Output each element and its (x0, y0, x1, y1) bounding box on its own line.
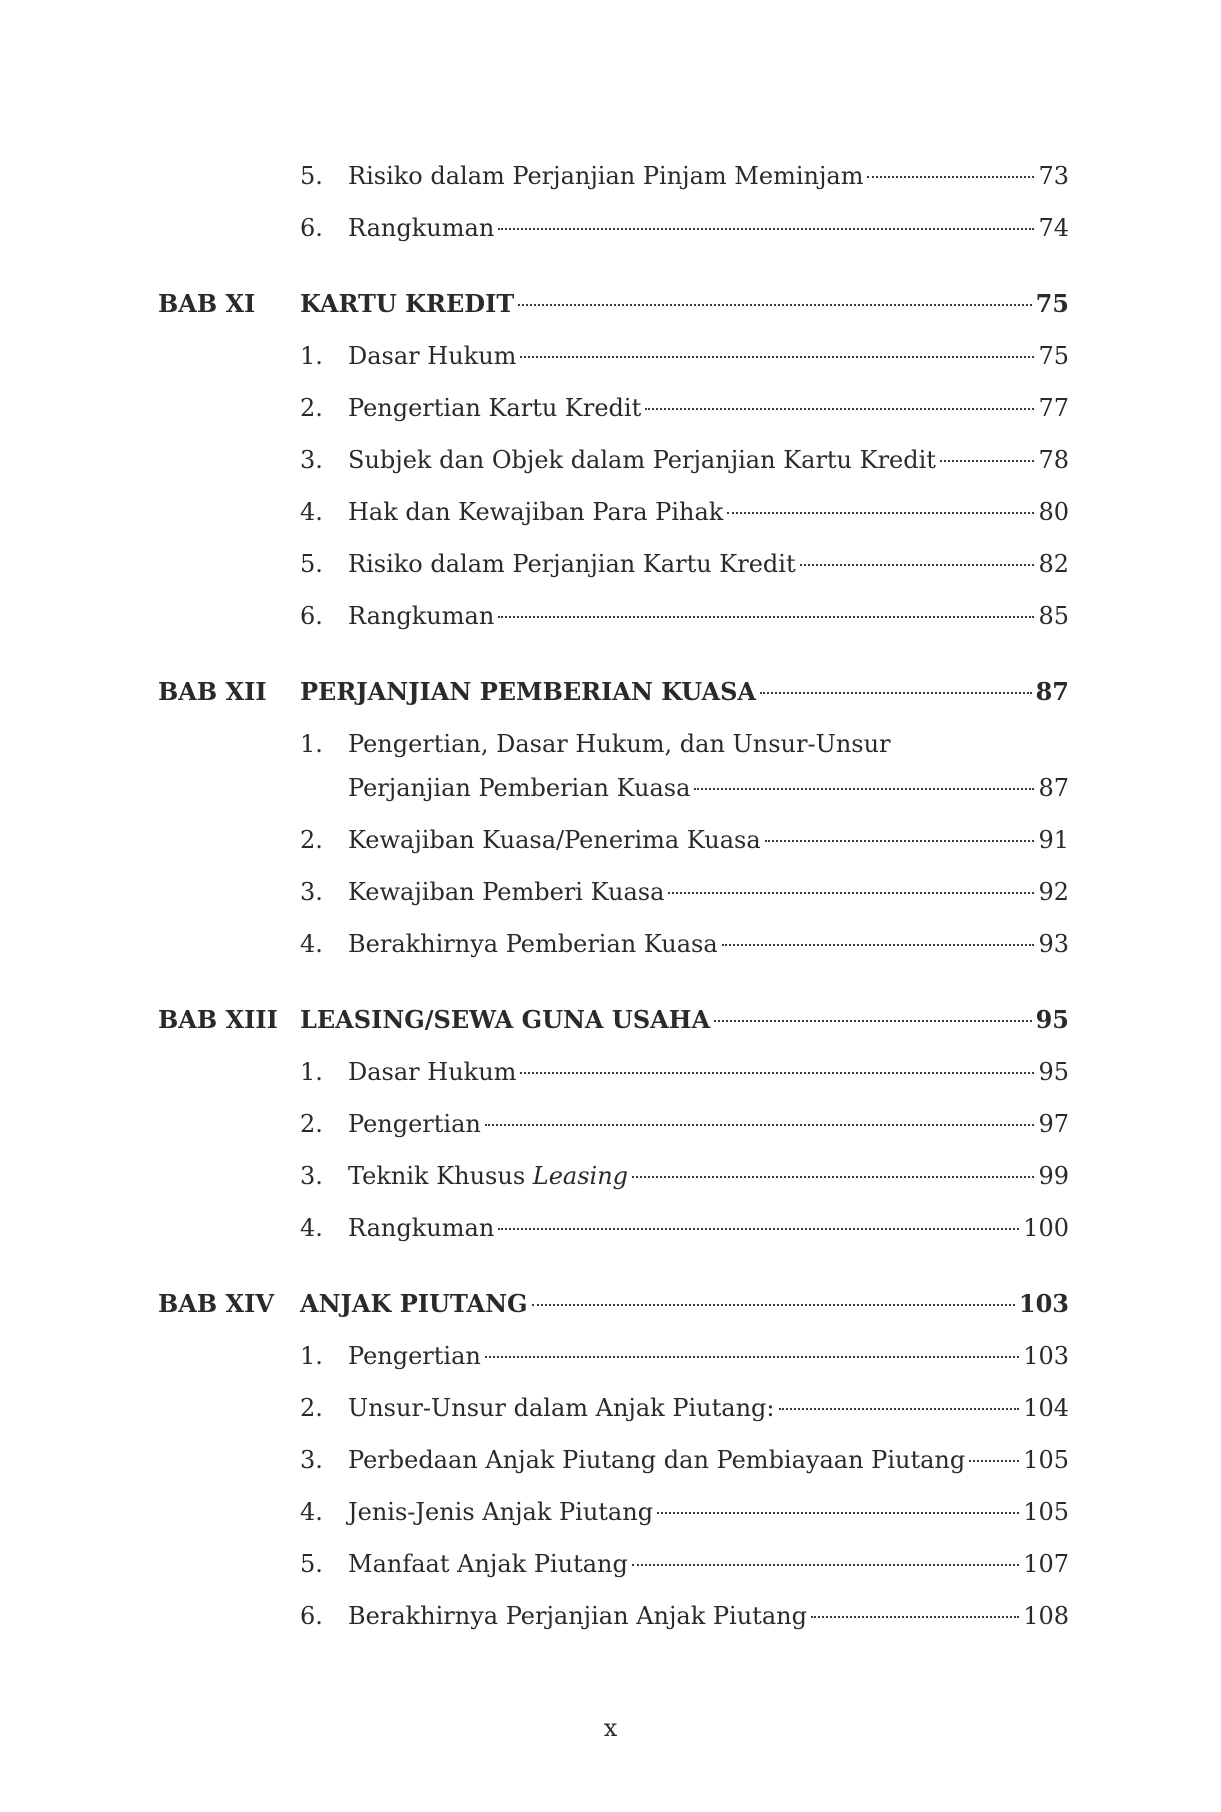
dot-leader (779, 1408, 1020, 1410)
entry-number: 6. (300, 602, 323, 630)
toc-entry (0, 1156, 1221, 1196)
chapter-entry (0, 284, 1221, 324)
entry-page: 103 (1023, 1342, 1069, 1370)
dot-leader (498, 228, 1034, 230)
dot-leader (532, 1304, 1015, 1306)
entry-title: Pengertian (348, 1110, 481, 1138)
entry-number: 4. (300, 930, 323, 958)
dot-leader (645, 408, 1034, 410)
entry-title: Rangkuman (348, 214, 495, 242)
entry-page: 95 (1038, 1058, 1069, 1086)
toc-entry (0, 596, 1221, 636)
entry-number: 2. (300, 394, 323, 422)
chapter-page: 103 (1018, 1289, 1069, 1318)
entry-number: 3. (300, 446, 323, 474)
toc-entry (0, 820, 1221, 860)
entry-page: 78 (1038, 446, 1069, 474)
entry-number: 1. (300, 1058, 323, 1086)
dot-leader (940, 460, 1035, 462)
dot-leader (800, 564, 1035, 566)
entry-page: 105 (1023, 1498, 1069, 1526)
entry-title: Unsur-Unsur dalam Anjak Piutang: (348, 1394, 775, 1422)
chapter-page: 75 (1035, 289, 1069, 318)
entry-title-italic: Leasing (532, 1162, 629, 1190)
toc-entry (0, 1052, 1221, 1092)
entry-title: Risiko dalam Perjanjian Pinjam Meminjam (348, 162, 864, 190)
entry-title: Pengertian Kartu Kredit (348, 394, 642, 422)
page-number: x (603, 1714, 618, 1742)
toc-entry (0, 1388, 1221, 1428)
toc-entry (0, 1440, 1221, 1480)
entry-title-line1: Pengertian, Dasar Hukum, dan Unsur-Unsur (348, 730, 891, 758)
entry-number: 3. (300, 878, 323, 906)
entry-title: Berakhirnya Perjanjian Anjak Piutang (348, 1602, 807, 1630)
entry-number: 2. (300, 1394, 323, 1422)
dot-leader (632, 1564, 1019, 1566)
dot-leader (518, 304, 1031, 306)
entry-page: 107 (1023, 1550, 1069, 1578)
dot-leader (520, 1072, 1034, 1074)
dot-leader (485, 1356, 1019, 1358)
dot-leader (520, 356, 1034, 358)
chapter-page: 87 (1035, 677, 1069, 706)
entry-page: 104 (1023, 1394, 1069, 1422)
chapter-title: PERJANJIAN PEMBERIAN KUASA (300, 677, 757, 706)
toc-entry (0, 1208, 1221, 1248)
entry-page: 87 (1038, 774, 1069, 802)
chapter-title: KARTU KREDIT (300, 289, 515, 318)
toc-entry (0, 1544, 1221, 1584)
toc-entry (0, 336, 1221, 376)
entry-number: 1. (300, 342, 323, 370)
dot-leader (727, 512, 1034, 514)
entry-page: 74 (1038, 214, 1069, 242)
entry-page: 100 (1023, 1214, 1069, 1242)
chapter-label: BAB XII (158, 677, 267, 706)
entry-title: Manfaat Anjak Piutang (348, 1550, 628, 1578)
entry-number: 6. (300, 1602, 323, 1630)
chapter-entry (0, 1000, 1221, 1040)
toc-entry (0, 492, 1221, 532)
entry-title: Kewajiban Pemberi Kuasa (348, 878, 665, 906)
entry-page: 99 (1038, 1162, 1069, 1190)
entry-title: Rangkuman (348, 602, 495, 630)
entry-title: Pengertian (348, 1342, 481, 1370)
entry-number: 5. (300, 162, 323, 190)
entry-number: 2. (300, 1110, 323, 1138)
chapter-label: BAB XI (158, 289, 256, 318)
entry-title: Kewajiban Kuasa/Penerima Kuasa (348, 826, 761, 854)
toc-entry (0, 1596, 1221, 1636)
entry-title: Perjanjian Pemberian Kuasa (348, 774, 691, 802)
entry-number: 4. (300, 1498, 323, 1526)
dot-leader (867, 176, 1034, 178)
entry-page: 80 (1038, 498, 1069, 526)
dot-leader (632, 1176, 1034, 1178)
entry-title-prefix: Teknik Khusus (348, 1162, 533, 1190)
entry-title: Berakhirnya Pemberian Kuasa (348, 930, 718, 958)
toc-entry (0, 208, 1221, 248)
entry-number: 5. (300, 550, 323, 578)
entry-page: 93 (1038, 930, 1069, 958)
chapter-label: BAB XIV (158, 1289, 275, 1318)
entry-number: 4. (300, 1214, 323, 1242)
toc-entry (0, 924, 1221, 964)
dot-leader (498, 1228, 1019, 1230)
toc-entry (0, 768, 1221, 808)
dot-leader (485, 1124, 1035, 1126)
entry-number: 2. (300, 826, 323, 854)
entry-title: Risiko dalam Perjanjian Kartu Kredit (348, 550, 796, 578)
dot-leader (811, 1616, 1019, 1618)
toc-entry-line1 (0, 724, 1221, 764)
toc-entry (0, 1492, 1221, 1532)
entry-page: 91 (1038, 826, 1069, 854)
dot-leader (760, 692, 1032, 694)
toc-entry (0, 1336, 1221, 1376)
entry-number: 5. (300, 1550, 323, 1578)
dot-leader (498, 616, 1034, 618)
entry-title: Subjek dan Objek dalam Perjanjian Kartu Kredit (348, 446, 936, 474)
entry-page: 105 (1023, 1446, 1069, 1474)
toc-entry (0, 440, 1221, 480)
chapter-entry (0, 1284, 1221, 1324)
dot-leader (765, 840, 1035, 842)
entry-page: 77 (1038, 394, 1069, 422)
chapter-page: 95 (1035, 1005, 1069, 1034)
toc-entry (0, 544, 1221, 584)
dot-leader (714, 1020, 1032, 1022)
chapter-title: LEASING/SEWA GUNA USAHA (300, 1005, 711, 1034)
toc-entry (0, 388, 1221, 428)
chapter-title: ANJAK PIUTANG (300, 1289, 528, 1318)
entry-page: 85 (1038, 602, 1069, 630)
entry-number: 6. (300, 214, 323, 242)
entry-page: 73 (1038, 162, 1069, 190)
entry-page: 82 (1038, 550, 1069, 578)
entry-page: 92 (1038, 878, 1069, 906)
entry-number: 1. (300, 730, 323, 758)
dot-leader (668, 892, 1034, 894)
entry-title: Rangkuman (348, 1214, 495, 1242)
toc-entry (0, 1104, 1221, 1144)
entry-title: Perbedaan Anjak Piutang dan Pembiayaan Piutang (348, 1446, 966, 1474)
entry-title: Dasar Hukum (348, 342, 517, 370)
entry-page: 97 (1038, 1110, 1069, 1138)
toc-entry (0, 872, 1221, 912)
entry-title (348, 1156, 628, 1196)
entry-page: 75 (1038, 342, 1069, 370)
chapter-label: BAB XIII (158, 1005, 278, 1034)
dot-leader (694, 788, 1034, 790)
entry-title: Jenis-Jenis Anjak Piutang (348, 1498, 654, 1526)
chapter-entry (0, 672, 1221, 712)
entry-title: Hak dan Kewajiban Para Pihak (348, 498, 724, 526)
entry-title: Dasar Hukum (348, 1058, 517, 1086)
dot-leader (969, 1460, 1019, 1462)
dot-leader (722, 944, 1035, 946)
entry-page: 108 (1023, 1602, 1069, 1630)
entry-number: 3. (300, 1162, 323, 1190)
entry-number: 1. (300, 1342, 323, 1370)
dot-leader (657, 1512, 1019, 1514)
entry-number: 4. (300, 498, 323, 526)
entry-number: 3. (300, 1446, 323, 1474)
toc-entry (0, 156, 1221, 196)
